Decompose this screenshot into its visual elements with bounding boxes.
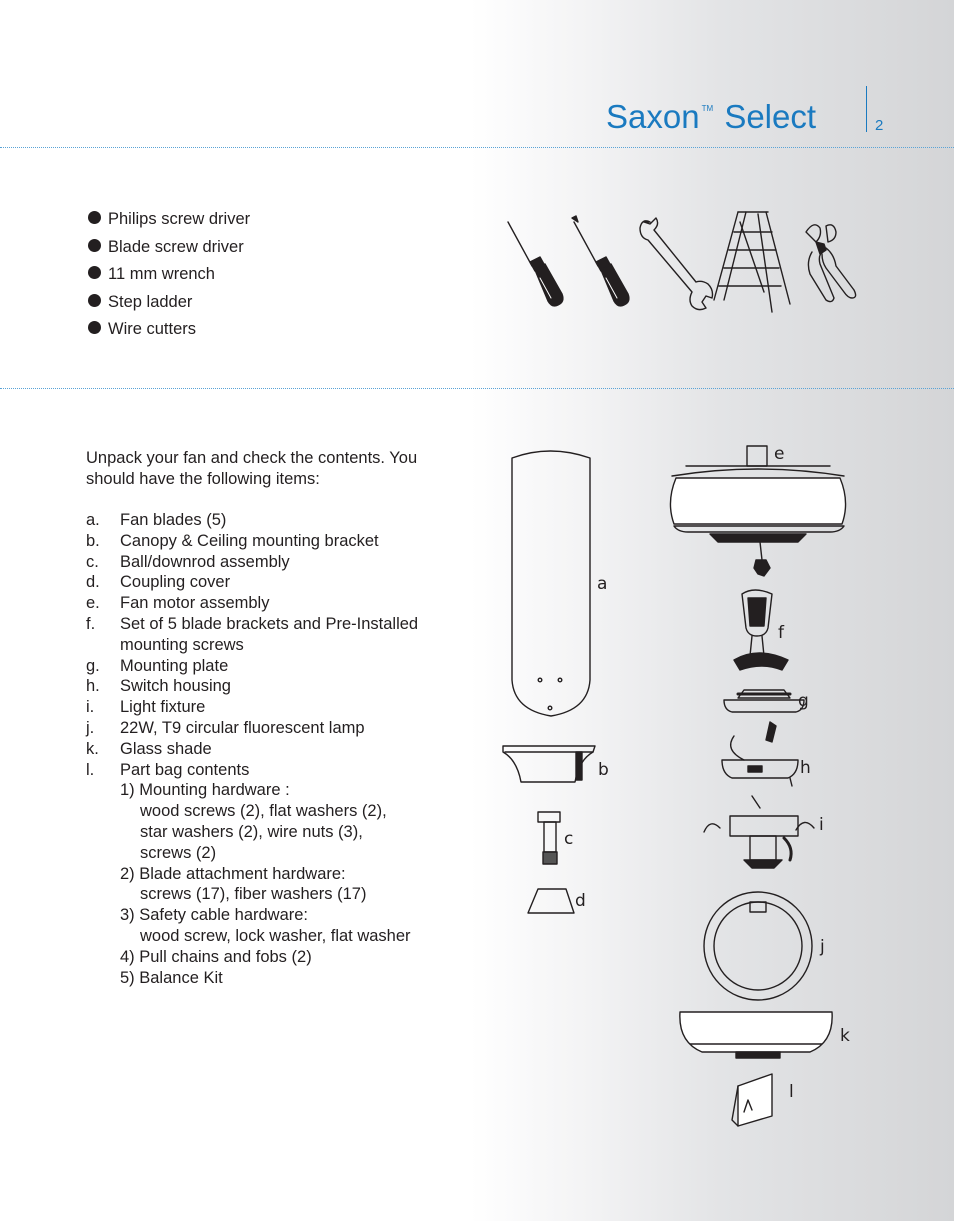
label-h: h	[800, 758, 811, 778]
part-letter: f.	[86, 614, 96, 633]
title-model: Select	[724, 98, 817, 135]
label-l: l	[789, 1082, 794, 1102]
trademark-mark: TM	[701, 104, 714, 113]
bag-text: wood screw, lock washer, flat washer	[140, 926, 411, 945]
part-text: Light fixture	[120, 698, 206, 717]
bag-text: 3) Safety cable hardware:	[120, 906, 309, 925]
label-k: k	[840, 1026, 850, 1046]
part-letter: a.	[86, 511, 100, 529]
part-letter: g.	[86, 656, 100, 675]
unpack-instructions: Unpack your fan and check the contents. You should have the following items:	[86, 449, 418, 488]
step-ladder-icon	[714, 212, 790, 312]
tool-label: Step ladder	[108, 292, 193, 311]
part-text: Switch housing	[120, 677, 231, 696]
bag-text: screws (17), fiber washers (17)	[140, 885, 367, 904]
canopy-drawing	[503, 746, 595, 782]
page-number: 2	[875, 117, 884, 134]
light-fixture-drawing	[704, 796, 814, 868]
tool-label: Philips screw driver	[108, 210, 251, 228]
label-a: a	[597, 574, 608, 594]
part-text: mounting screws	[120, 635, 244, 654]
tool-label: Blade screw driver	[108, 237, 244, 256]
part-letter: d.	[86, 573, 100, 592]
coupling-cover-drawing	[528, 889, 574, 913]
part-letter: k.	[86, 739, 99, 758]
label-b: b	[598, 760, 609, 780]
part-text: Mounting plate	[120, 656, 229, 675]
bag-text: 4) Pull chains and fobs (2)	[120, 947, 312, 966]
part-letter: b.	[86, 531, 100, 550]
fan-blade-drawing	[512, 451, 590, 716]
part-letter: i.	[86, 698, 95, 717]
label-c: c	[564, 829, 574, 849]
glass-shade-drawing	[680, 1012, 832, 1058]
part-text: Fan blades (5)	[120, 511, 227, 529]
bag-text: 5) Balance Kit	[120, 968, 223, 987]
wrench-icon	[640, 218, 713, 310]
motor-drawing	[670, 446, 845, 576]
part-letter: l.	[86, 760, 95, 779]
part-letter: e.	[86, 594, 100, 613]
downrod-drawing	[538, 812, 560, 864]
philips-screwdriver-icon	[508, 222, 563, 306]
part-text: Glass shade	[120, 739, 212, 758]
label-g: g	[798, 691, 809, 711]
label-e: e	[774, 444, 785, 464]
tool-label: Wire cutters	[108, 320, 197, 338]
part-text: Part bag contents	[120, 760, 250, 779]
part-letter: c.	[86, 552, 99, 571]
part-text: Ball/downrod assembly	[120, 552, 290, 571]
part-text: Set of 5 blade brackets and Pre-Installed	[120, 614, 419, 633]
part-text: Fan motor assembly	[120, 594, 270, 613]
title-brand: Saxon	[606, 98, 700, 135]
bag-text: 2) Blade attachment hardware:	[120, 864, 346, 883]
label-i: i	[819, 815, 824, 835]
part-letter: j.	[86, 718, 95, 737]
circular-lamp-drawing	[704, 892, 812, 1000]
part-text: 22W, T9 circular fluorescent lamp	[120, 718, 365, 737]
part-text: Canopy & Ceiling mounting bracket	[120, 531, 379, 550]
part-bag-drawing	[732, 1074, 772, 1126]
part-text: Coupling cover	[120, 573, 231, 592]
switch-housing-drawing	[722, 722, 798, 786]
blade-screwdriver-icon	[572, 216, 629, 306]
label-j: j	[820, 937, 825, 957]
bag-text: wood screws (2), flat washers (2),	[140, 802, 387, 821]
label-d: d	[575, 891, 586, 911]
wire-cutters-icon	[806, 225, 856, 302]
tool-label: 11 mm wrench	[108, 265, 215, 283]
bag-text: star washers (2), wire nuts (3),	[140, 822, 363, 841]
bag-text: 1) Mounting hardware :	[120, 781, 290, 800]
label-f: f	[778, 623, 784, 643]
part-letter: h.	[86, 677, 100, 696]
mounting-plate-drawing	[724, 690, 804, 712]
bag-text: screws (2)	[140, 843, 217, 862]
